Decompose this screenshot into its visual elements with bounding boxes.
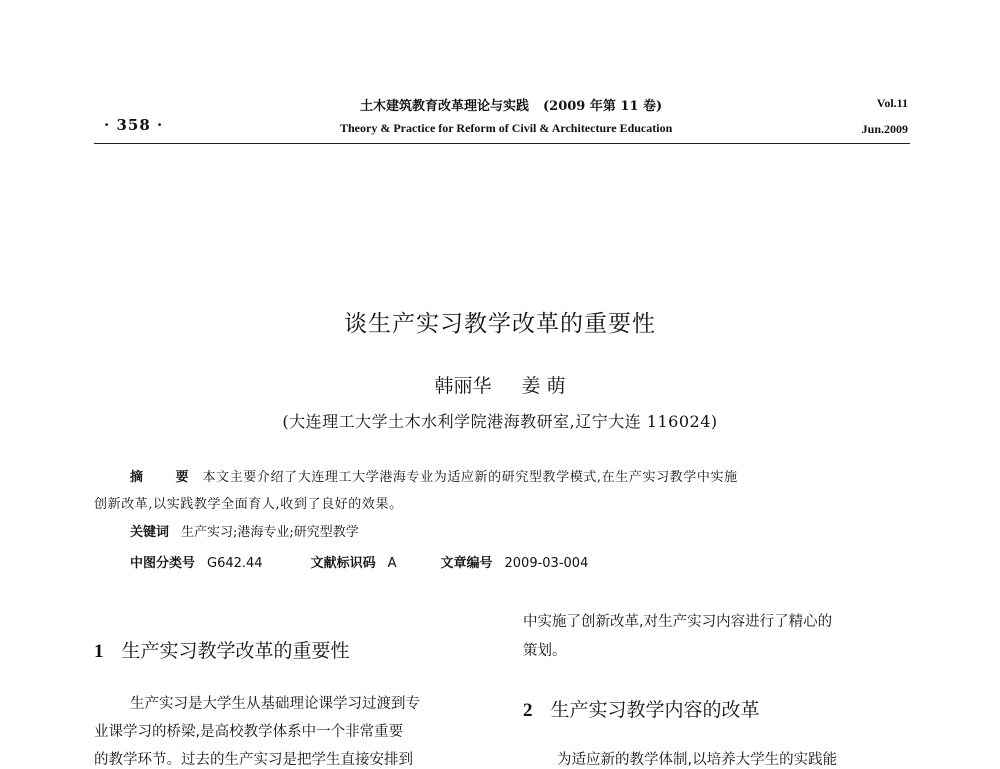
doc-code-label: 文献标识码 xyxy=(310,556,376,571)
issue-date: Jun.2009 xyxy=(861,122,908,136)
section-heading xyxy=(523,695,760,722)
keywords xyxy=(130,521,359,540)
author-list xyxy=(0,371,1000,398)
article-title: 谈生产实习教学改革的重要性 xyxy=(344,311,656,337)
journal-name-cn: 土木建筑教育改革理论与实践 xyxy=(360,99,530,114)
body-text-line: 中实施了创新改革,对生产实习内容进行了精心的 xyxy=(523,614,833,630)
section-number: 1 xyxy=(94,641,104,662)
clc-value: G642.44 xyxy=(207,556,263,571)
abstract-label: 摘 要 xyxy=(130,470,203,485)
body-text-line: 为适应新的教学体制,以培养大学生的实践能 xyxy=(557,752,838,768)
body-text-line: 生产实习是大学生从基础理论课学习过渡到专 xyxy=(130,696,420,712)
section-heading xyxy=(94,636,350,663)
section-title: 生产实习教学内容的改革 xyxy=(550,699,760,721)
body-text-line: 策划。 xyxy=(523,643,567,659)
doc-code-value: A xyxy=(387,556,397,571)
header-rule xyxy=(94,143,910,144)
section-number: 2 xyxy=(523,700,533,721)
abstract-text-line: 创新改革,以实践教学全面育人,收到了良好的效果。 xyxy=(94,497,403,512)
author-affiliation: (大连理工大学土木水利学院港海教研室,辽宁大连 116024) xyxy=(282,412,718,431)
keywords-label: 关键词 xyxy=(130,525,170,540)
section-title: 生产实习教学改革的重要性 xyxy=(121,640,350,662)
clc-label: 中图分类号 xyxy=(130,556,196,571)
keywords-value: 生产实习;港海专业;研究型教学 xyxy=(181,525,359,540)
journal-title-cn xyxy=(360,95,662,114)
issue-cn: (2009 年第 11 卷) xyxy=(543,99,663,114)
article-number-label: 文章编号 xyxy=(440,556,493,571)
author-name: 姜 萌 xyxy=(521,375,566,397)
author-name: 韩丽华 xyxy=(434,375,492,397)
abstract-text-line: 本文主要介绍了大连理工大学港海专业为适应新的研究型教学模式,在生产实习教学中实施 xyxy=(202,470,738,485)
body-text-line: 的教学环节。过去的生产实习是把学生直接安排到 xyxy=(94,752,413,768)
journal-title-en: Theory & Practice for Reform of Civil & Architecture Education xyxy=(340,121,673,135)
body-text-line: 业课学习的桥梁,是高校教学体系中一个非常重要 xyxy=(94,724,404,740)
abstract xyxy=(130,466,920,485)
page-number: · 358 · xyxy=(104,116,164,134)
volume-label: Vol.11 xyxy=(876,96,908,110)
article-number-value: 2009-03-004 xyxy=(504,556,589,571)
classification-info xyxy=(130,552,588,571)
